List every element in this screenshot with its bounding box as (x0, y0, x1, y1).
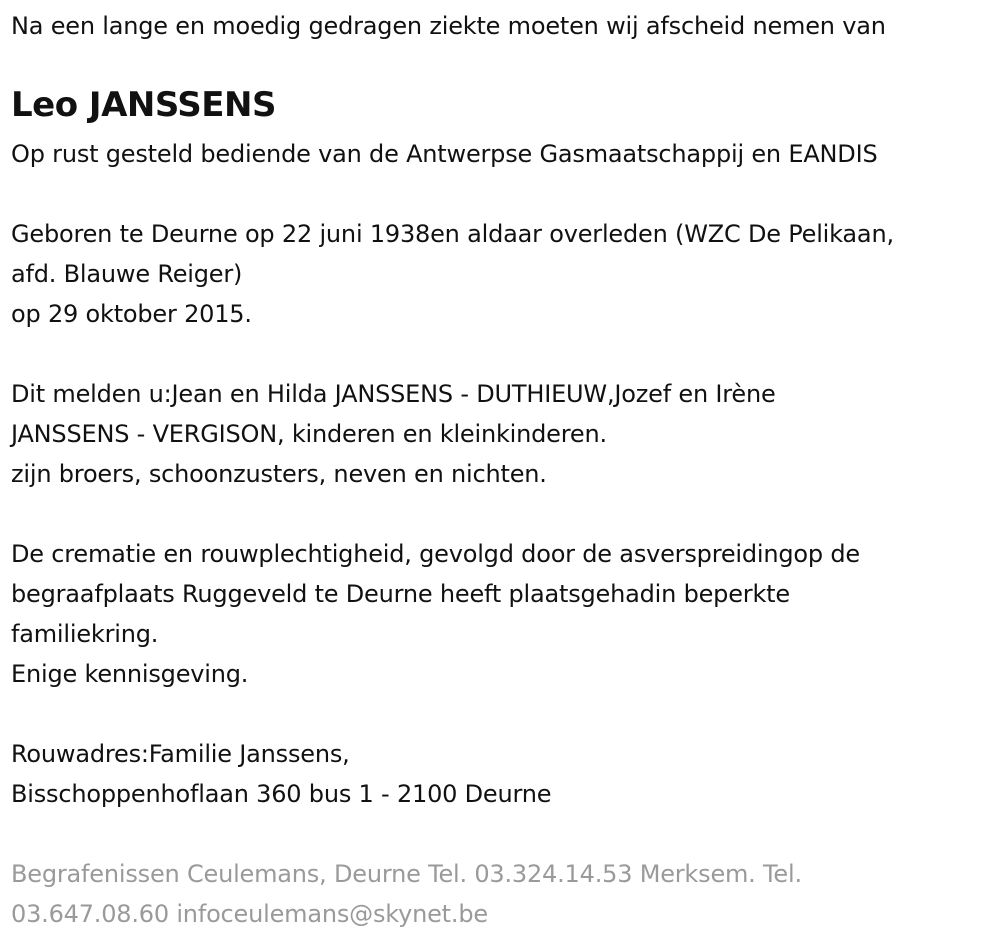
family-line-3: zijn broers, schoonzusters, neven en nichten. (11, 460, 547, 488)
occupation-block (11, 134, 878, 174)
birth-line-1: Geboren te Deurne op 22 juni 1938en aldaar overleden (WZC De Pelikaan, (11, 220, 894, 248)
occupation-text: Op rust gesteld bediende van de Antwerpse Gasmaatschappij en EANDIS (11, 140, 878, 168)
ceremony-line-4: Enige kennisgeving. (11, 660, 249, 688)
footer-line-2: 03.647.08.60 infoceulemans@skynet.be (11, 900, 488, 928)
ceremony-line-2: begraafplaats Ruggeveld te Deurne heeft plaatsgehadin beperkte (11, 580, 790, 608)
footer-line-1: Begrafenissen Ceulemans, Deurne Tel. 03.324.14.53 Merksem. Tel. (11, 860, 802, 888)
ceremony-line-3: familiekring. (11, 620, 159, 648)
funeral-home-footer (11, 854, 802, 934)
deceased-name: Leo JANSSENS (11, 85, 276, 125)
birth-line-3: op 29 oktober 2015. (11, 300, 252, 328)
family-line-1: Dit melden u:Jean en Hilda JANSSENS - DUTHIEUW,Jozef en Irène (11, 380, 776, 408)
intro-text: Na een lange en moedig gedragen ziekte moeten wij afscheid nemen van (11, 12, 886, 40)
ceremony-block (11, 534, 860, 694)
address-line-1: Rouwadres:Familie Janssens, (11, 740, 350, 768)
address-block (11, 734, 551, 814)
family-line-2: JANSSENS - VERGISON, kinderen en kleinkinderen. (11, 420, 607, 448)
family-block (11, 374, 776, 494)
ceremony-line-1: De crematie en rouwplechtigheid, gevolgd door de asverspreidingop de (11, 540, 860, 568)
address-line-2: Bisschoppenhoflaan 360 bus 1 - 2100 Deurne (11, 780, 552, 808)
birth-death-block (11, 214, 894, 334)
birth-line-2: afd. Blauwe Reiger) (11, 260, 243, 288)
